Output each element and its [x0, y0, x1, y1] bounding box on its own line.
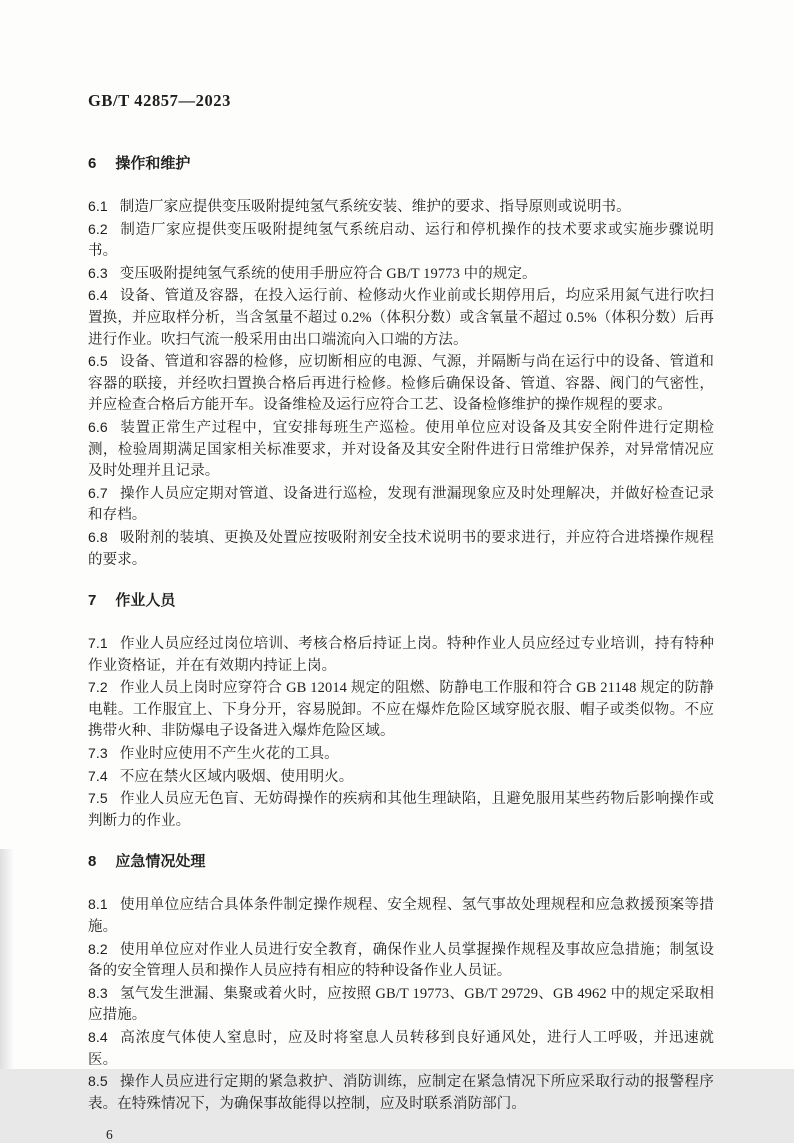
clause-text: 装置正常生产过程中，宜安排每班生产巡检。使用单位应对设备及其安全附件进行定期检测，检验周期满足国家相关标准要求，并对设备及其安全附件进行日常维护保养，对异常情况应及时处理并且记录。 [88, 419, 714, 480]
clause-7.2 [88, 677, 714, 743]
clause-6.3 [88, 263, 714, 286]
clause-text: 设备、管道及容器，在投入运行前、检修动火作业前或长期停用后，均应采用氮气进行吹扫置换，并应取样分析，当含氢量不超过 0.2%（体积分数）或含氧量不超过 0.5%（体积分数）后再进行作业。吹扫气流一般采用由出口端流向入口端的方法。 [88, 288, 714, 348]
section-heading [88, 154, 714, 174]
clause-text: 作业人员上岗时应穿符合 GB 12014 规定的阻燃、防静电工作服和符合 GB 21148 规定的防静电鞋。工作服宜上、下身分开，容易脱卸。不应在爆炸危险区域穿脱衣服、帽子或类似物。不应携带火种、非防爆电子设备进入爆炸危险区域。 [88, 680, 714, 740]
clause-text: 操作人员应定期对管道、设备进行巡检，发现有泄漏现象应及时处理解决，并做好检查记录和存档。 [88, 485, 714, 524]
section-number: 7 [88, 592, 97, 610]
section-number: 8 [88, 853, 97, 871]
sections [88, 154, 714, 1115]
clause-number: 8.2 [88, 940, 108, 957]
clause-6.4 [88, 285, 714, 351]
clause-text: 制造厂家应提供变压吸附提纯氢气系统启动、运行和停机操作的技术要求或实施步骤说明书。 [88, 221, 714, 260]
clause-text: 吸附剂的装填、更换及处置应按吸附剂安全技术说明书的要求进行，并应符合进塔操作规程的要求。 [88, 529, 714, 568]
section-number: 6 [88, 155, 97, 172]
section-title: 操作和维护 [115, 155, 191, 172]
clause-number: 6.2 [88, 220, 108, 237]
clause-6.1 [88, 196, 714, 219]
clause-text: 使用单位应对作业人员进行安全教育，确保作业人员掌握操作规程及事故应急措施；制氢设备的安全管理人员和操作人员应持有相应的特种设备作业人员证。 [88, 941, 714, 980]
section-title: 作业人员 [115, 592, 176, 610]
clause-8.3 [88, 983, 714, 1027]
clause-number: 7.1 [88, 635, 108, 652]
clause-8.1 [88, 894, 714, 938]
clause-7.5 [88, 788, 714, 832]
clause-7.4 [88, 766, 714, 789]
clause-6.5 [88, 351, 714, 417]
clause-number: 7.5 [88, 790, 108, 807]
clause-text: 氢气发生泄漏、集聚或着火时，应按照 GB/T 19773、GB/T 29729、GB 4962 中的规定采取相应措施。 [88, 985, 714, 1024]
clause-number: 6.8 [88, 528, 108, 545]
clause-8.2 [88, 939, 714, 983]
clause-text: 设备、管道和容器的检修，应切断相应的电源、气源，并隔断与尚在运行中的设备、管道和容器的联接，并经吹扫置换合格后再进行检修。检修后确保设备、管道、容器、阀门的气密性，并应检查合格后方能开车。设备维检及运行应符合工艺、设备检修维护的操作规程的要求。 [88, 354, 714, 414]
section-6 [88, 154, 714, 571]
clause-number: 8.4 [88, 1029, 108, 1045]
section-heading [88, 852, 714, 872]
clause-8.5 [88, 1071, 714, 1115]
clause-number: 6.4 [88, 287, 108, 304]
clause-7.1 [88, 633, 714, 677]
clause-6.6 [88, 417, 714, 483]
clause-number: 6.5 [88, 353, 108, 370]
page-number: 6 [106, 1127, 113, 1143]
clause-number: 7.4 [88, 767, 108, 784]
clause-text: 作业人员应经过岗位培训、考核合格后持证上岗。特种作业人员应经过专业培训，持有特种作业资格证，并在有效期内持证上岗。 [88, 636, 714, 674]
clause-number: 8.3 [88, 984, 108, 1001]
clause-text: 操作人员应进行定期的紧急救护、消防训练，应制定在紧急情况下所应采取行动的报警程序表。在特殊情况下，为确保事故能得以控制，应及时联系消防部门。 [88, 1074, 714, 1112]
clause-text: 高浓度气体使人窒息时，应及时将窒息人员转移到良好通风处，进行人工呼吸，并迅速就医。 [88, 1030, 714, 1068]
clause-number: 7.2 [88, 679, 108, 696]
section-7 [88, 591, 714, 832]
clause-number: 8.1 [88, 896, 108, 913]
clause-text: 制造厂家应提供变压吸附提纯氢气系统安装、维护的要求、指导原则或说明书。 [119, 199, 631, 215]
clause-6.7 [88, 483, 714, 527]
clause-number: 6.7 [88, 484, 108, 501]
clause-number: 6.3 [88, 264, 108, 281]
clause-7.3 [88, 743, 714, 766]
clause-8.4 [88, 1027, 714, 1071]
clause-6.2 [88, 219, 714, 263]
clause-text: 变压吸附提纯氢气系统的使用手册应符合 GB/T 19773 中的规定。 [119, 265, 537, 282]
clause-number: 8.5 [88, 1073, 108, 1090]
clause-text: 作业时应使用不产生火花的工具。 [119, 746, 339, 763]
section-8 [88, 852, 714, 1115]
standard-number-header: GB/T 42857—2023 [88, 91, 232, 110]
clause-text: 不应在禁火区域内吸烟、使用明火。 [119, 768, 354, 785]
clause-number: 7.3 [88, 745, 108, 762]
clause-number: 6.1 [88, 198, 108, 214]
clause-number: 6.6 [88, 418, 108, 435]
clause-6.8 [88, 527, 714, 571]
clause-text: 作业人员应无色盲、无妨碍操作的疾病和其他生理缺陷，且避免服用某些药物后影响操作或判断力的作业。 [88, 791, 714, 829]
section-heading [88, 591, 714, 611]
section-title: 应急情况处理 [115, 853, 206, 871]
clause-text: 使用单位应结合具体条件制定操作规程、安全规程、氢气事故处理规程和应急救援预案等措施。 [88, 897, 714, 936]
